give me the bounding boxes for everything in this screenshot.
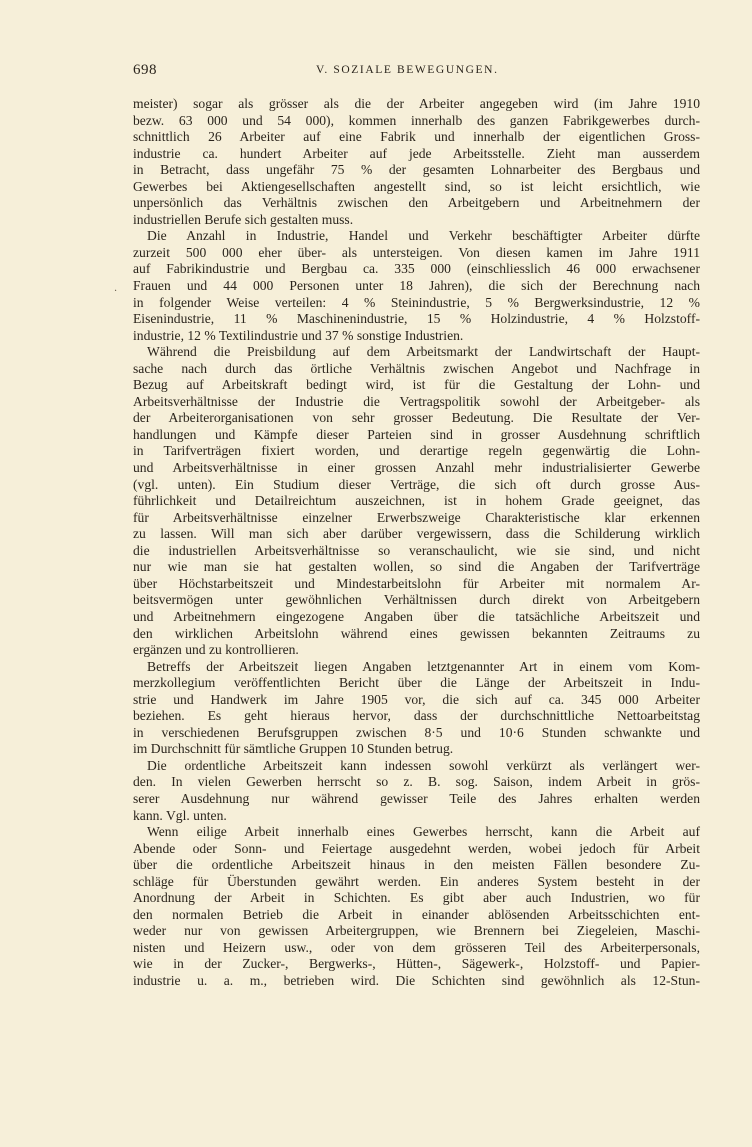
text-line: bezw. 63 000 und 54 000), kommen innerhalb des ganzen Fabrikgewerbes durch- (133, 112, 700, 128)
text-line: merzkollegium veröffentlichten Bericht über die Länge der Arbeitszeit in Indu- (133, 675, 700, 691)
text-line: zu lassen. Will man sich aber darüber vergewissern, dass die Schilderung wirklich (133, 526, 700, 542)
text-line: handlungen und Kämpfe dieser Parteien sind in grosser Ausdehnung schriftlich (133, 426, 700, 442)
text-line: meister) sogar als grösser als die der Arbeiter angegeben wird (im Jahre 1910 (133, 96, 700, 111)
text-line: strie und Handwerk im Jahre 1905 vor, die sich auf ca. 345 000 Arbeiter (133, 691, 700, 707)
text-line: in Tarifverträgen fixiert worden, und derartige regeln gegenwärtig die Lohn- (133, 443, 700, 459)
text-line: unpersönlich das Verhältnis zwischen den Arbeitgebern und Arbeitnehmern der (133, 195, 700, 211)
text-line: auf Fabrikindustrie und Bergbau ca. 335 000 (einschliesslich 46 000 erwachsener (133, 261, 700, 277)
text-line: nisten und Heizern usw., oder von dem grösseren Teil des Arbeiterpersonals, (133, 939, 700, 955)
text-line: die industriellen Arbeitsverhältnisse so veranschaulicht, wie sie sind, und nicht (133, 542, 700, 558)
text-line: Frauen und 44 000 Personen unter 18 Jahren), die sich der Berechnung nach (133, 278, 700, 294)
body-text (133, 96, 700, 990)
text-line: industrie ca. hundert Arbeiter auf jede Arbeitsstelle. Zieht man ausserdem (133, 145, 700, 161)
text-line: schläge für Überstunden gewährt werden. Ein anderes System besteht in der (133, 873, 700, 889)
text-line: beziehen. Es geht hieraus hervor, dass der durchschnittliche Nettoarbeitstag (133, 708, 700, 724)
text-line: Bezug auf Arbeitskraft bedingt wird, ist für die Gestaltung der Lohn- und (133, 377, 700, 393)
text-line: für Arbeitsverhältnisse einzelner Erwerbszweige Charakteristische klar erkennen (133, 509, 700, 525)
text-line: den normalen Betrieb die Arbeit in einander ablösenden Arbeitsschichten ent- (133, 906, 700, 922)
text-line: in folgender Weise verteilen: 4 % Steinindustrie, 5 % Bergwerksindustrie, 12 % (133, 294, 700, 310)
text-line: führlichkeit und Detailreichtum auszeichnen, ist in hohem Grade geeignet, das (133, 493, 700, 509)
text-line: Anordnung der Arbeit in Schichten. Es gibt aber auch Industrien, wo für (133, 890, 700, 906)
page-number: 698 (133, 62, 157, 78)
text-line: Während die Preisbildung auf dem Arbeitsmarkt der Landwirtschaft der Haupt- (147, 344, 700, 360)
text-line: sache nach durch das örtliche Verhältnis zwischen Angebot und Nachfrage in (133, 360, 700, 376)
text-line: beitsvermögen unter gewöhnlichen Verhältnissen durch direkt von Arbeitgebern (133, 592, 700, 608)
text-line: industrie u. a. m., betrieben wird. Die Schichten sind gewöhnlich als 12-Stun- (133, 972, 700, 988)
text-line: Eisenindustrie, 11 % Maschinenindustrie, 15 % Holzindustrie, 4 % Holzstoff- (133, 311, 700, 327)
text-line: den. In vielen Gewerben herrscht so z. B. sog. Saison, indem Arbeit in grös- (133, 774, 700, 790)
text-line: und Arbeitsverhältnisse in einer grossen Anzahl mehr industrialisierter Gewerbe (133, 460, 700, 476)
text-line: den wirklichen Arbeitslohn während eines gewissen bekannten Zeitraums zu (133, 625, 700, 641)
text-line: Betreffs der Arbeitszeit liegen Angaben letztgenannter Art in einem vom Kom- (147, 658, 700, 674)
running-head: V. SOZIALE BEWEGUNGEN. (316, 64, 499, 76)
text-line: kann. Vgl. unten. (133, 807, 227, 823)
text-line: weder nur von gewissen Arbeitergruppen, wie Brennern bei Ziegeleien, Maschi- (133, 923, 700, 939)
text-line: in verschiedenen Berufsgruppen zwischen 8·5 und 10·6 Stunden schwankte und (133, 724, 700, 740)
text-line: im Durchschnitt für sämtliche Gruppen 10 Stunden betrug. (133, 741, 454, 757)
text-line: der Arbeiterorganisationen von sehr grosser Bedeutung. Die Resultate der Ver- (133, 410, 700, 426)
text-line: wie in der Zucker-, Bergwerks-, Hütten-, Sägewerk-, Holzstoff- und Papier- (133, 956, 700, 972)
text-line: Die ordentliche Arbeitszeit kann indessen sowohl verkürzt als verlängert wer- (147, 757, 700, 773)
text-line: Abende oder Sonn- und Feiertage ausgedehnt werden, wobei jedoch für Arbeit (133, 840, 700, 856)
text-line: serer Ausdehnung nur während gewisser Teile des Jahres erhalten werden (133, 790, 700, 806)
text-line: (vgl. unten). Ein Studium dieser Verträge, die sich oft durch grosse Aus- (133, 476, 700, 492)
text-line: ergänzen und zu kontrollieren. (133, 642, 299, 658)
text-line: schnittlich 26 Arbeiter auf eine Fabrik und innerhalb der eigentlichen Gross- (133, 129, 700, 145)
text-line: in Betracht, dass ungefähr 75 % der gesamten Lohnarbeiter des Bergbaus und (133, 162, 700, 178)
text-line: über Höchstarbeitszeit und Mindestarbeitslohn für Arbeiter mit normalem Ar- (133, 575, 700, 591)
text-line: und Arbeitnehmern eingezogene Angaben über die tatsächliche Arbeitszeit und (133, 608, 700, 624)
text-line: industrie, 12 % Textilindustrie und 37 % sonstige Industrien. (133, 327, 464, 343)
text-line: Wenn eilige Arbeit innerhalb eines Gewerbes herrscht, kann die Arbeit auf (147, 824, 700, 840)
text-line: Arbeitsverhältnisse der Industrie die Vertragspolitik sowohl der Arbeitgeber- als (133, 393, 700, 409)
text-line: Die Anzahl in Industrie, Handel und Verkehr beschäftigter Arbeiter dürfte (147, 228, 700, 244)
text-line: Gewerbes bei Aktiengesellschaften angestellt sind, so ist leicht ersichtlich, wie (133, 178, 700, 194)
margin-mark: · (114, 286, 118, 297)
text-line: über die ordentliche Arbeitszeit hinaus in den meisten Fällen besondere Zu- (133, 857, 700, 873)
text-line: nur wie man sie hat gestalten wollen, so sind die Angaben der Tarifverträge (133, 559, 700, 575)
text-line: industriellen Berufe sich gestalten muss. (133, 211, 354, 227)
page-header (133, 62, 700, 82)
text-line: zurzeit 500 000 eher über- als untersteigen. Von diesen kamen im Jahre 1911 (133, 244, 700, 260)
